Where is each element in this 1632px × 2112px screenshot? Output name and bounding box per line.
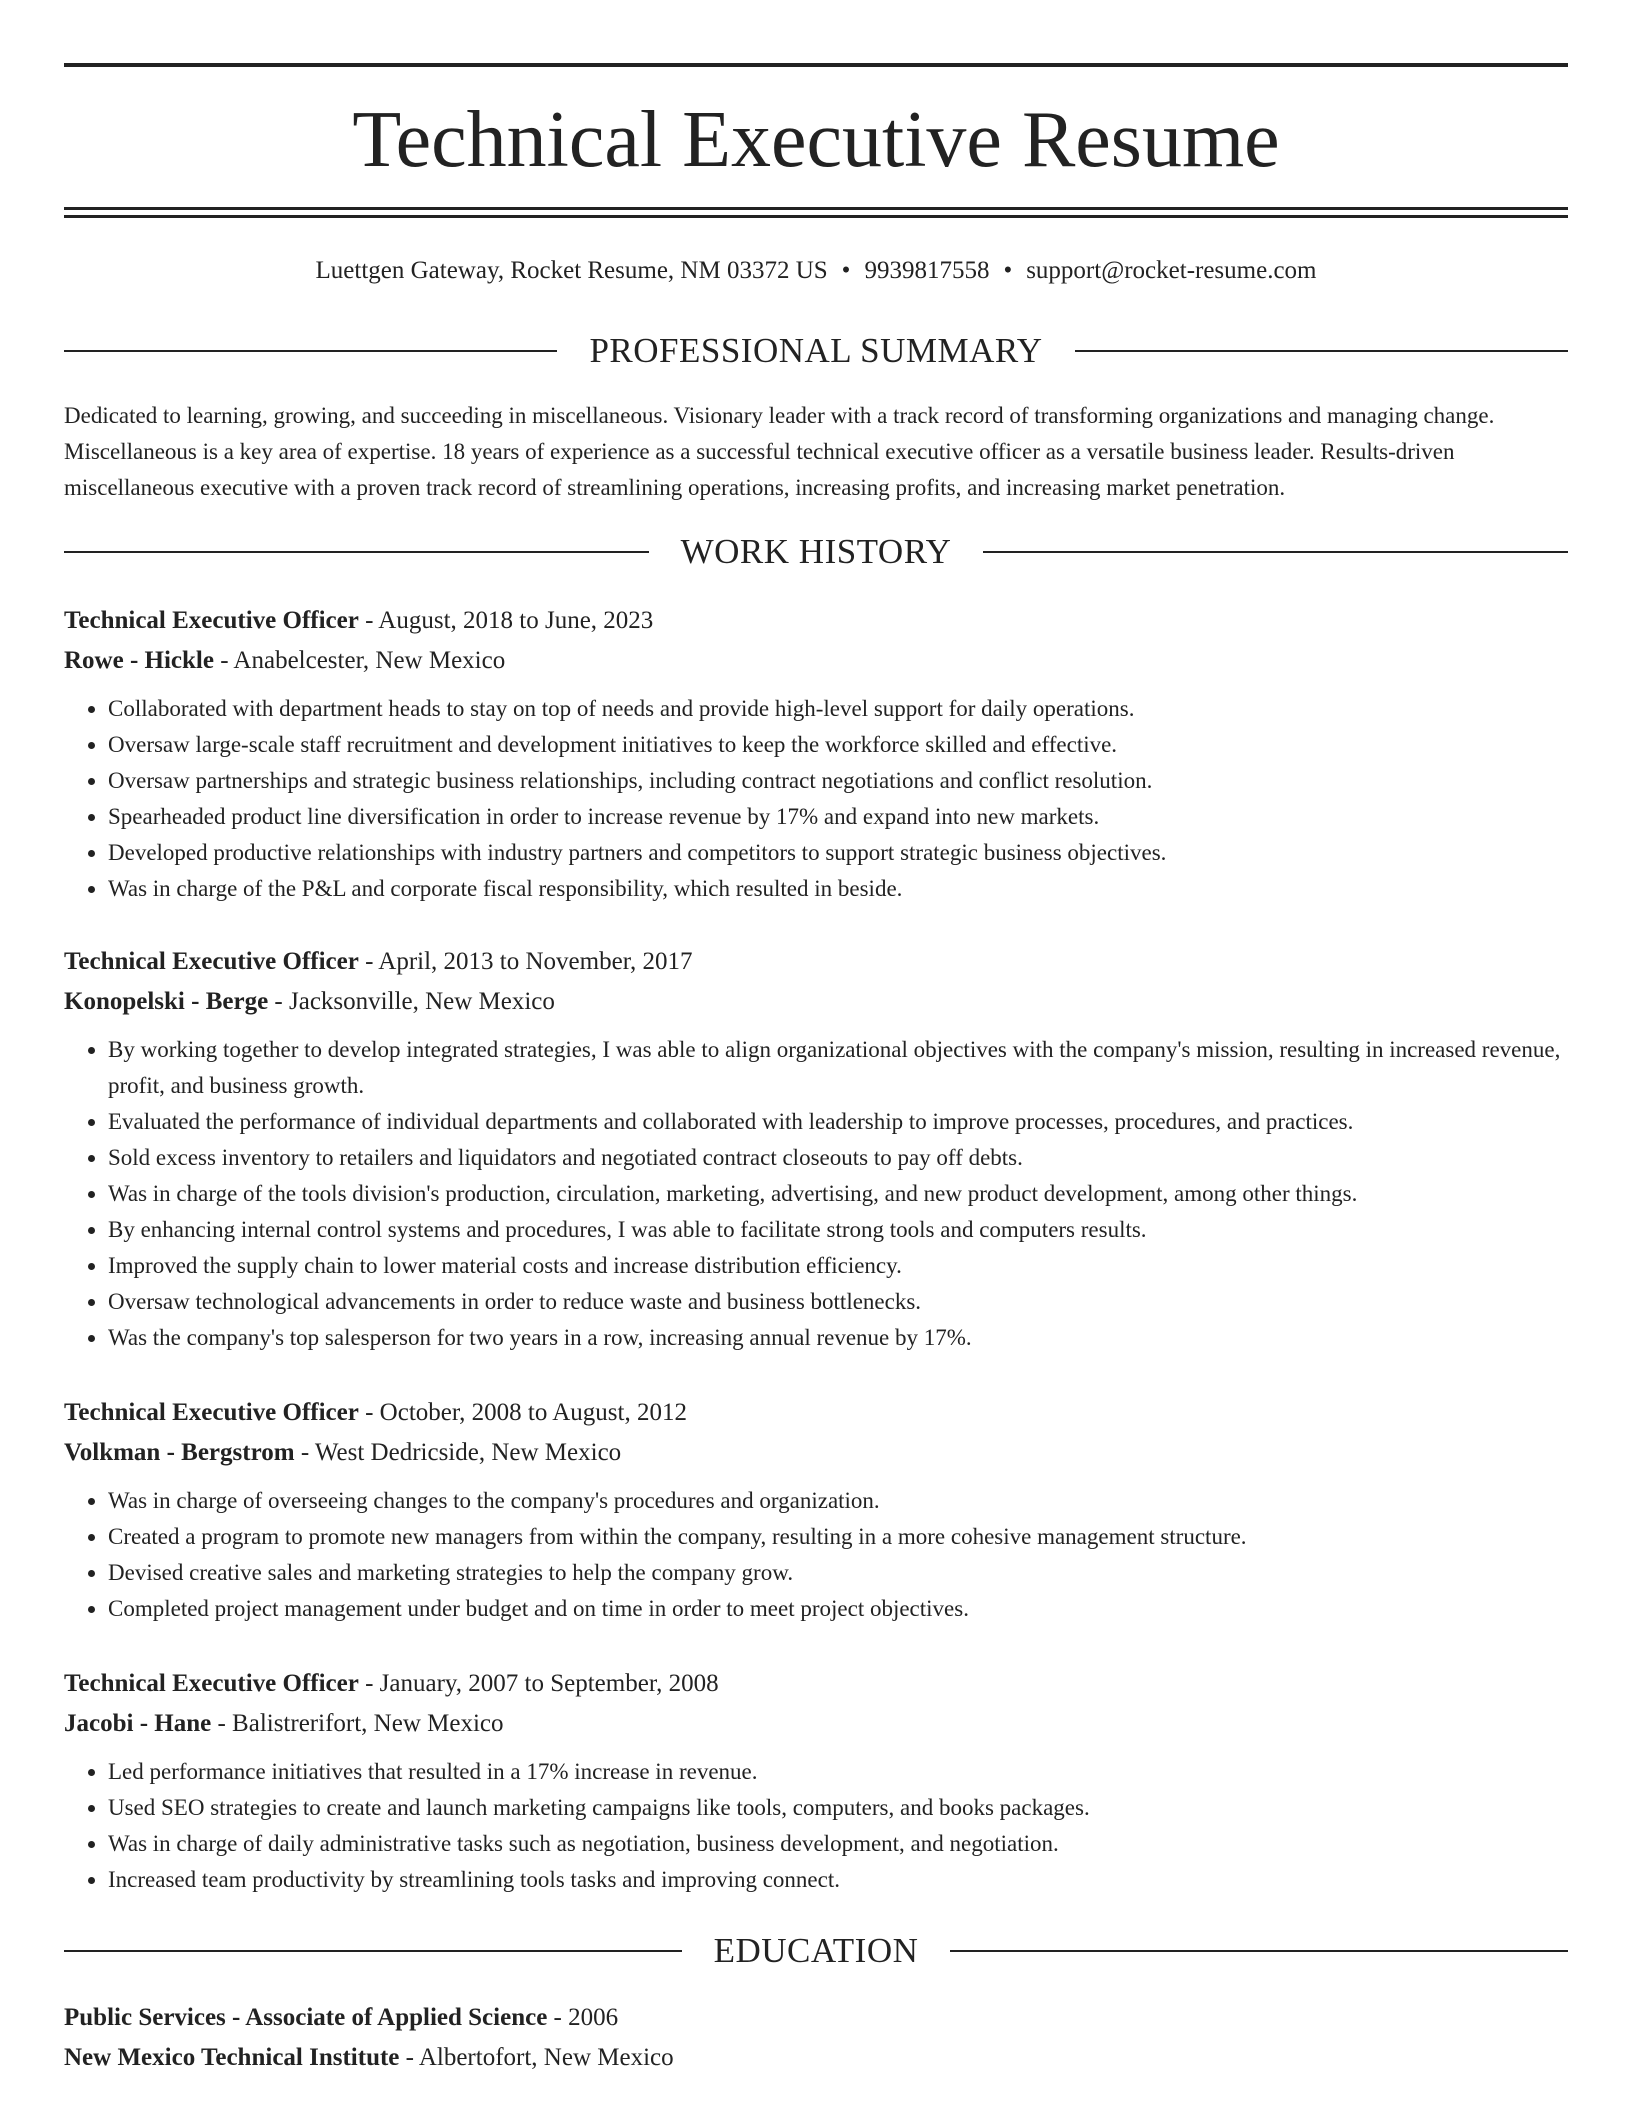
- list-item: • By enhancing internal control systems and procedures, I was able to facilitate strong tools and computers results.: [108, 1212, 1568, 1248]
- list-item: • Led performance initiatives that resulted in a 17% increase in revenue.: [108, 1754, 1568, 1790]
- heading-rule-left: [64, 1950, 682, 1952]
- list-item: • Increased team productivity by streamlining tools tasks and improving connect.: [108, 1862, 1568, 1898]
- job-bullets: [64, 691, 1568, 907]
- section-heading-work: [64, 530, 1568, 574]
- list-item: • Created a program to promote new managers from within the company, resulting in a more cohesive management structure.: [108, 1519, 1568, 1555]
- top-rule: [64, 63, 1568, 67]
- section-title: PROFESSIONAL SUMMARY: [589, 331, 1043, 370]
- page-title: Technical Executive Resume: [352, 96, 1280, 184]
- education-location: - Albertofort, New Mexico: [399, 2044, 674, 2071]
- section-heading-education: [64, 1929, 1568, 1973]
- job-entry: [64, 601, 1568, 907]
- list-item: • Was in charge of the tools division's production, circulation, marketing, advertising, and new product development, among other things.: [108, 1176, 1568, 1212]
- contact-separator: •: [841, 257, 851, 284]
- contact-line: [64, 253, 1568, 289]
- education-school: New Mexico Technical Institute: [64, 2044, 400, 2071]
- list-item: • Devised creative sales and marketing strategies to help the company grow.: [108, 1555, 1568, 1591]
- job-location: - Jacksonville, New Mexico: [268, 988, 555, 1015]
- contact-address: Luettgen Gateway, Rocket Resume, NM 03372 US: [315, 257, 828, 284]
- list-item: • Was in charge of the P&L and corporate fiscal responsibility, which resulted in beside.: [108, 871, 1568, 907]
- section-heading-summary: [64, 329, 1568, 373]
- list-item: • Completed project management under budget and on time in order to meet project objectives.: [108, 1591, 1568, 1627]
- job-dates: - January, 2007 to September, 2008: [358, 1670, 719, 1697]
- contact-phone: 9939817558: [864, 257, 990, 284]
- section-title: WORK HISTORY: [680, 532, 952, 571]
- list-item: • Oversaw large-scale staff recruitment and development initiatives to keep the workforce skilled and effective.: [108, 727, 1568, 763]
- heading-rule-left: [64, 551, 649, 553]
- job-dates: - April, 2013 to November, 2017: [358, 948, 693, 975]
- job-title-line: [64, 1393, 1568, 1433]
- title-rule-lower: [64, 215, 1568, 218]
- list-item: • Improved the supply chain to lower material costs and increase distribution efficiency.: [108, 1248, 1568, 1284]
- heading-rule-right: [1075, 350, 1568, 352]
- job-company-line: [64, 982, 1568, 1022]
- job-dates: - October, 2008 to August, 2012: [358, 1399, 687, 1426]
- list-item: • Spearheaded product line diversification in order to increase revenue by 17% and expand into new markets.: [108, 799, 1568, 835]
- job-company: Jacobi - Hane: [64, 1710, 212, 1737]
- education-year: - 2006: [547, 2004, 619, 2031]
- section-title: EDUCATION: [713, 1931, 919, 1970]
- heading-rule-left: [64, 350, 557, 352]
- job-bullets: [64, 1483, 1568, 1627]
- list-item: • Was in charge of daily administrative tasks such as negotiation, business development, and negotiation.: [108, 1826, 1568, 1862]
- job-title: Technical Executive Officer: [64, 607, 359, 634]
- job-dates: - August, 2018 to June, 2023: [358, 607, 654, 634]
- list-item: • Collaborated with department heads to stay on top of needs and provide high-level support for daily operations.: [108, 691, 1568, 727]
- job-bullets: [64, 1754, 1568, 1898]
- job-bullets: [64, 1032, 1568, 1356]
- job-location: - West Dedricside, New Mexico: [294, 1439, 622, 1466]
- job-title-line: [64, 1664, 1568, 1704]
- education-entry: [64, 1998, 1568, 2078]
- job-company-line: [64, 641, 1568, 681]
- job-title: Technical Executive Officer: [64, 1670, 359, 1697]
- job-company: Volkman - Bergstrom: [64, 1439, 295, 1466]
- heading-rule-right: [950, 1950, 1568, 1952]
- job-title: Technical Executive Officer: [64, 1399, 359, 1426]
- contact-email: support@rocket-resume.com: [1026, 257, 1317, 284]
- job-entry: [64, 1664, 1568, 1898]
- education-degree: Public Services - Associate of Applied Science: [64, 2004, 548, 2031]
- title-rule-upper: [64, 207, 1568, 210]
- contact-separator: •: [1003, 257, 1013, 284]
- list-item: • Developed productive relationships with industry partners and competitors to support strategic business objectives.: [108, 835, 1568, 871]
- job-location: - Balistrerifort, New Mexico: [211, 1710, 504, 1737]
- job-company: Konopelski - Berge: [64, 988, 269, 1015]
- education-degree-line: [64, 1998, 1568, 2038]
- job-title-line: [64, 942, 1568, 982]
- job-location: - Anabelcester, New Mexico: [213, 647, 506, 674]
- heading-rule-right: [983, 551, 1568, 553]
- list-item: • By working together to develop integrated strategies, I was able to align organizational objectives with the company's mission, resulting in increased revenue, profit, and business growth.: [108, 1032, 1568, 1104]
- job-title: Technical Executive Officer: [64, 948, 359, 975]
- list-item: • Used SEO strategies to create and launch marketing campaigns like tools, computers, and books packages.: [108, 1790, 1568, 1826]
- job-entry: [64, 1393, 1568, 1627]
- list-item: • Sold excess inventory to retailers and liquidators and negotiated contract closeouts to pay off debts.: [108, 1140, 1568, 1176]
- education-school-line: [64, 2038, 1568, 2078]
- list-item: • Evaluated the performance of individual departments and collaborated with leadership to improve processes, procedures, and practices.: [108, 1104, 1568, 1140]
- job-company: Rowe - Hickle: [64, 647, 214, 674]
- job-entry: [64, 942, 1568, 1356]
- list-item: • Oversaw partnerships and strategic business relationships, including contract negotiations and conflict resolution.: [108, 763, 1568, 799]
- job-company-line: [64, 1433, 1568, 1473]
- list-item: • Was the company's top salesperson for two years in a row, increasing annual revenue by 17%.: [108, 1320, 1568, 1356]
- job-company-line: [64, 1704, 1568, 1744]
- job-title-line: [64, 601, 1568, 641]
- summary-text: Dedicated to learning, growing, and succeeding in miscellaneous. Visionary leader with a track record of transforming organizations and managing change. Miscellaneous is a key area of expertise. 18 years of experience as a successful technical executive officer as a versatile business leader. Results-driven miscellaneous executive with a proven track record of streamlining operations, increasing profits, and increasing market penetration.: [64, 403, 1495, 500]
- list-item: • Was in charge of overseeing changes to the company's procedures and organization.: [108, 1483, 1568, 1519]
- list-item: • Oversaw technological advancements in order to reduce waste and business bottlenecks.: [108, 1284, 1568, 1320]
